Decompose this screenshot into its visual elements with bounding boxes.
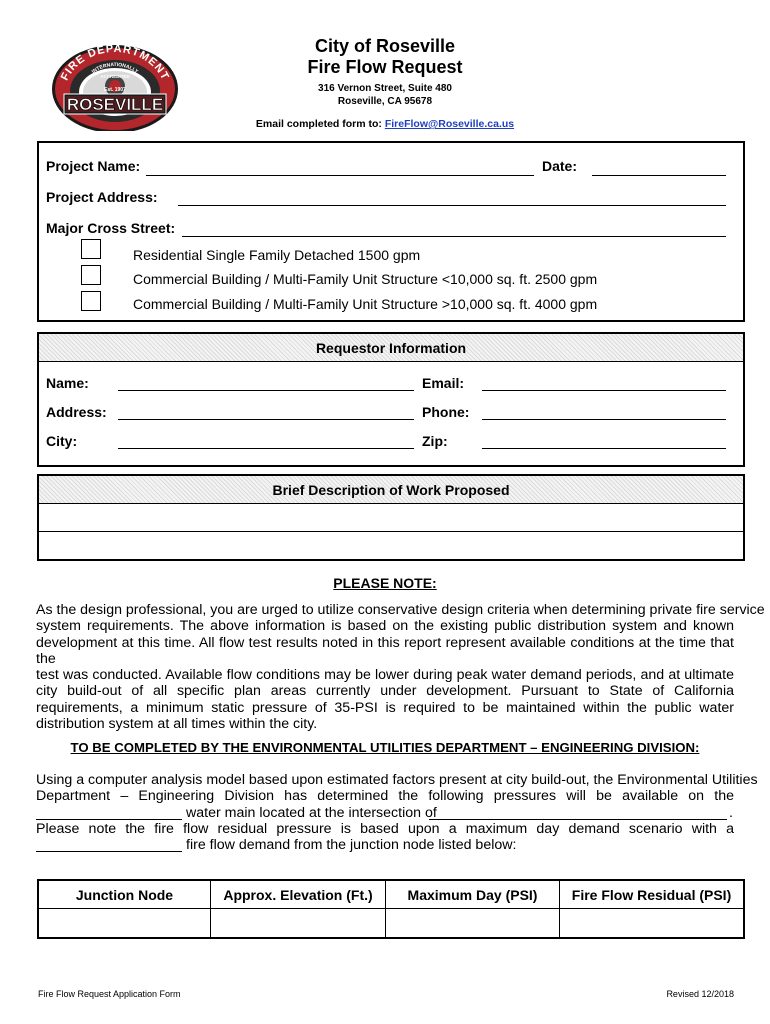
footer-revision: Revised 12/2018 [666,989,734,999]
header-junction-node: Junction Node [75,887,174,903]
note-line: distribution system at all times within the city. [36,716,318,733]
page-title-form: Fire Flow Request [307,57,463,77]
description-title: Brief Description of Work Proposed [272,482,510,498]
requestor-phone-label: Phone: [422,404,470,420]
option-residential-label: Residential Single Family Detached 1500 gpm [133,247,421,263]
project-name-field[interactable] [146,175,534,176]
note-line: system requirements. The above information is based on the existing public distribution system and known [36,618,734,635]
email-instruction [200,118,570,130]
note-title: PLEASE NOTE: [333,575,437,591]
requestor-name-field[interactable] [118,390,414,391]
option-commercial-large-checkbox[interactable] [81,291,101,311]
note-line: As the design professional, you are urged to utilize conservative design criteria when determining private fire service [36,602,765,618]
elevation-cell[interactable] [212,911,383,936]
project-address-field[interactable] [178,205,726,206]
requestor-phone-field[interactable] [482,419,726,420]
page-title [250,36,520,78]
utilities-line2: Department – Engineering Division has determined the following pressures will be available on the [36,788,734,805]
requestor-title: Requestor Information [315,340,467,356]
table-header-divider [39,908,743,909]
office-address [250,83,520,108]
logo-accredited: ACCREDITED [100,74,130,79]
note-line: city build-out of all specific plan areas currently under development. Pursuant to State of California [36,683,734,700]
option-commercial-large-label: Commercial Building / Multi-Family Unit Structure >10,000 sq. ft. 4000 gpm [133,296,598,312]
junction-node-cell[interactable] [40,911,208,936]
requestor-city-field[interactable] [118,448,414,449]
logo-inner-arc-text: INTERNATIONALLY [90,61,140,76]
requestor-email-label: Email: [422,375,465,391]
header-maximum-day: Maximum Day (PSI) [407,887,538,903]
logo-city: ROSEVILLE [66,95,164,114]
email-link[interactable]: FireFlow@Roseville.ca.us [384,118,515,130]
requestor-address-label: Address: [46,404,107,420]
address-line2: Roseville, CA 95678 [337,95,433,107]
header-fire-flow-residual: Fire Flow Residual (PSI) [571,887,732,903]
description-line2-field[interactable] [39,533,743,559]
utilities-line1: Using a computer analysis model based upon estimated factors present at city build-out, the Environmental Utilities [36,772,758,788]
option-commercial-small-label: Commercial Building / Multi-Family Unit Structure <10,000 sq. ft. 2500 gpm [133,271,598,287]
intersection-field[interactable] [429,819,727,820]
requestor-email-field[interactable] [482,390,726,391]
requestor-name-label: Name: [46,375,89,391]
note-paragraph [36,602,765,733]
option-residential-checkbox[interactable] [81,239,101,259]
page-title-city: City of Roseville [314,36,456,56]
requestor-city-label: City: [46,433,78,449]
utilities-title: TO BE COMPLETED BY THE ENVIRONMENTAL UTILITIES DEPARTMENT – ENGINEERING DIVISION: [70,740,700,755]
logo-arc-text: FIRE DEPARTMENT [58,42,172,83]
requestor-zip-label: Zip: [422,433,448,449]
requestor-address-field[interactable] [118,419,414,420]
logo-est: Est. 1907 [104,87,126,93]
utilities-line5-text: fire flow demand from the junction node listed below: [186,837,517,854]
fire-department-logo [50,36,180,131]
fire-flow-demand-field[interactable] [36,851,182,852]
description-line1-field[interactable] [39,505,743,532]
utilities-line3-text: water main located at the intersection of [186,804,437,821]
project-address-label: Project Address: [46,189,158,205]
email-label: Email completed form to: [255,118,382,130]
footer-form-name: Fire Flow Request Application Form [38,989,181,999]
fire-flow-residual-cell[interactable] [561,911,741,936]
cross-street-label: Major Cross Street: [46,220,176,236]
project-name-label: Project Name: [46,158,141,174]
utilities-paragraph [36,772,758,854]
maximum-day-cell[interactable] [387,911,557,936]
date-label: Date: [542,158,578,174]
cross-street-field[interactable] [182,236,726,237]
utilities-line3-period: . [729,804,733,821]
note-line: test was conducted. Available flow conditions may be lower during peak water demand periods, and at ultimate [36,667,734,684]
water-main-size-field[interactable] [36,819,182,820]
option-commercial-small-checkbox[interactable] [81,265,101,285]
header-elevation: Approx. Elevation (Ft.) [223,887,373,903]
date-field[interactable] [592,175,726,176]
requestor-zip-field[interactable] [482,448,726,449]
note-line: development at this time. All flow test results noted in this report represent available conditions at the time that the [36,634,734,667]
address-line1: 316 Vernon Street, Suite 480 [318,83,452,94]
note-line: requirements, a minimum static pressure of 35-PSI is required to be maintained within the public water [36,699,734,716]
utilities-line4: Please note the fire flow residual pressure is based upon a maximum day demand scenario with a [36,820,734,837]
